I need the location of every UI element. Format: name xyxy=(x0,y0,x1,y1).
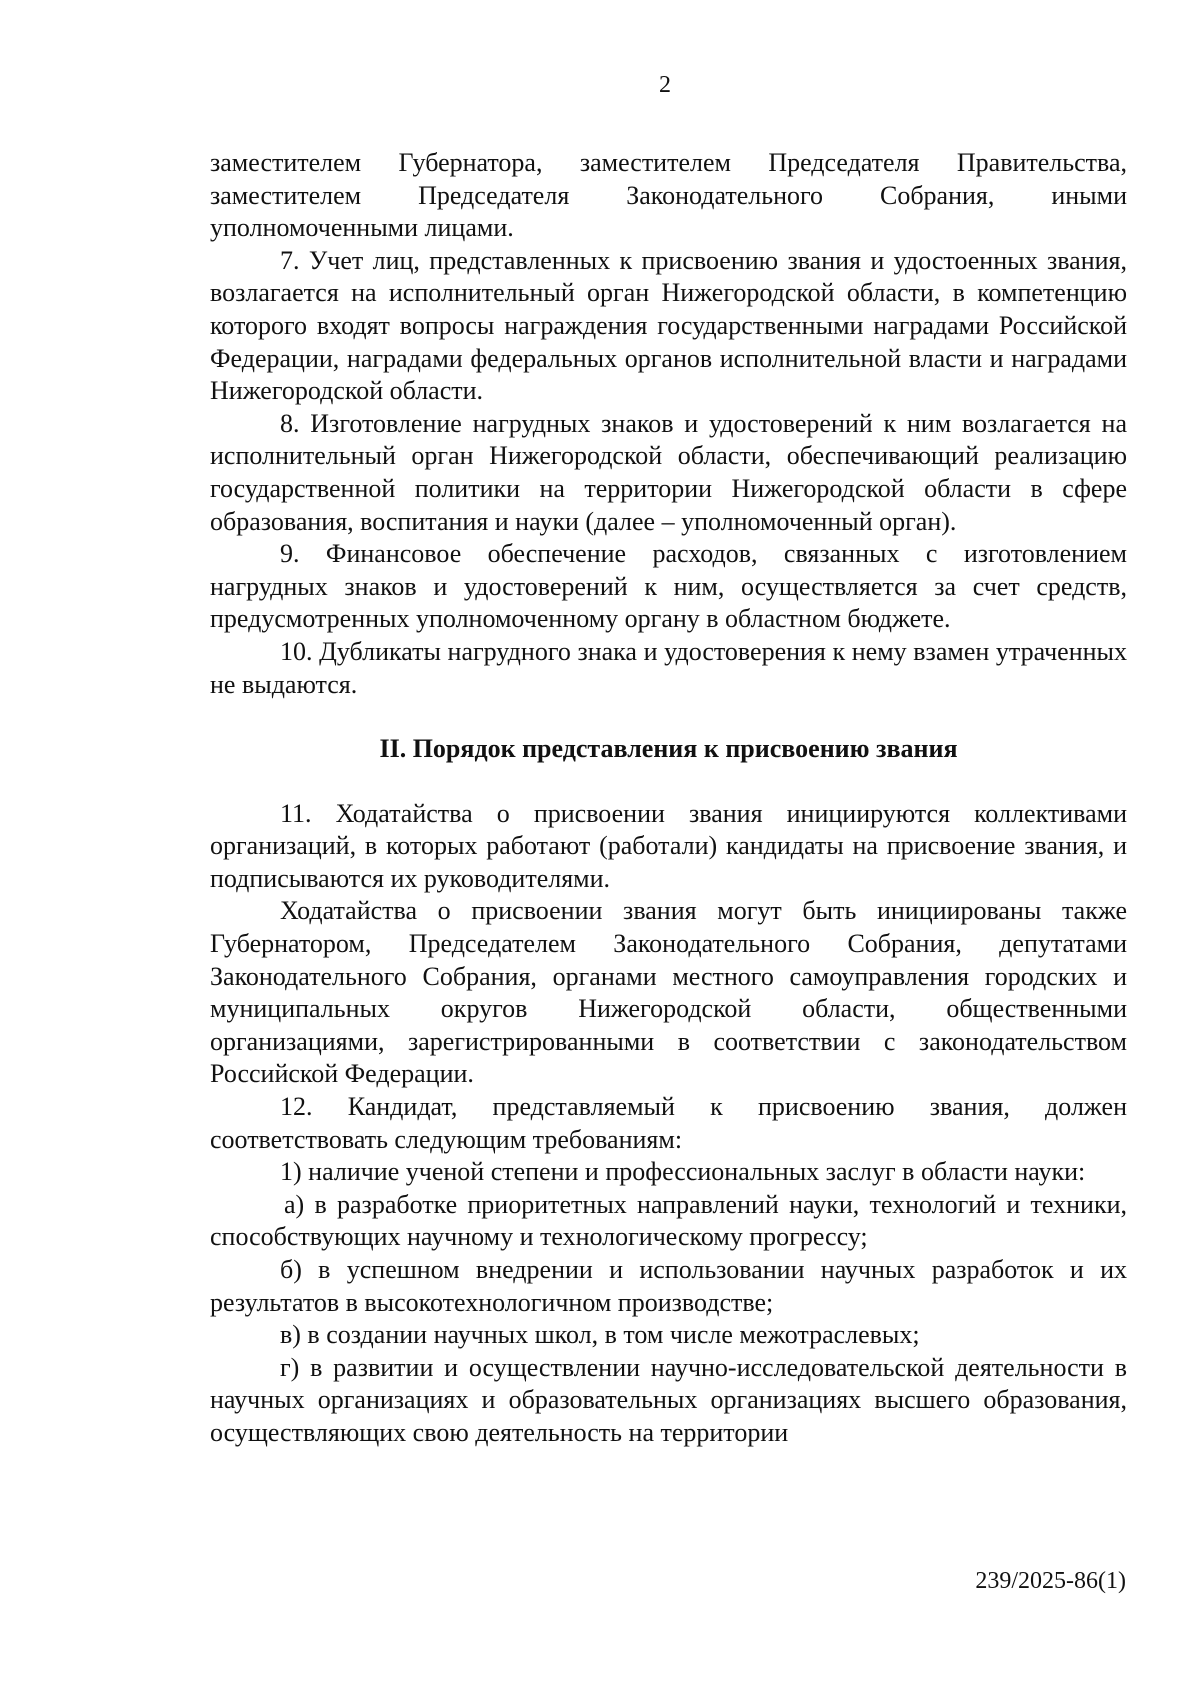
subitem-g: г) в развитии и осуществлении научно-исследовательской деятельности в научных организациях и образовательных организациях высшего образования, осуществляющих свою деятельность на территории xyxy=(210,1352,1127,1447)
subitem-v: в) в создании научных школ, в том числе межотраслевых; xyxy=(280,1320,920,1350)
page-number: 2 xyxy=(659,72,671,98)
paragraph-item-8: 8. Изготовление нагрудных знаков и удостоверений к ним возлагается на исполнительный орган Нижегородской области, обеспечивающий реализацию государственной политики на территории Нижегородской области в сфере образования, воспитания и науки (далее – уполномоченный орган). xyxy=(210,408,1127,536)
paragraph-item-10: 10. Дубликаты нагрудного знака и удостоверения к нему взамен утраченных не выдаются. xyxy=(210,636,1127,699)
paragraph-item-11: 11. Ходатайства о присвоении звания инициируются коллективами организаций, в которых работают (работали) кандидаты на присвоение звания, и подписываются их руководителями. xyxy=(210,798,1127,893)
paragraph-item-12: 12. Кандидат, представляемый к присвоению звания, должен соответствовать следующим требованиям: xyxy=(210,1092,1127,1154)
document-body xyxy=(210,147,1127,1450)
subitem-a: а) в разработке приоритетных направлений науки, технологий и техники, способствующих научному и технологическому прогрессу; xyxy=(210,1189,1127,1252)
document-registration-code: 239/2025-86(1) xyxy=(975,1568,1126,1594)
section-heading: II. Порядок представления к присвоению звания xyxy=(379,734,958,764)
paragraph-item-7: 7. Учет лиц, представленных к присвоению звания и удостоенных звания, возлагается на исполнительный орган Нижегородской области, в компетенцию которого входят вопросы награждения государственными наградами Российской Федерации, наградами федеральных органов исполнительной власти и наградами Нижегородской области. xyxy=(210,245,1127,406)
subitem-1: 1) наличие ученой степени и профессиональных заслуг в области науки: xyxy=(280,1157,1086,1187)
paragraph-continuation: заместителем Губернатора, заместителем Председателя Правительства, заместителем Председателя Законодательного Собрания, иными уполномоченными лицами. xyxy=(210,148,1127,243)
paragraph-initiators: Ходатайства о присвоении звания могут быть инициированы также Губернатором, Председателем Законодательного Собрания, депутатами Законодательного Собрания, органами местного самоуправления городских и муниципальных округов Нижегородской области, общественными организациями, зарегистрированными в соответствии с законодательством Российской Федерации. xyxy=(210,896,1127,1089)
paragraph-item-9: 9. Финансовое обеспечение расходов, связанных с изготовлением нагрудных знаков и удостоверений к ним, осуществляется за счет средств, предусмотренных уполномоченному органу в областном бюджете. xyxy=(210,539,1127,634)
subitem-b: б) в успешном внедрении и использовании научных разработок и их результатов в высокотехнологичном производстве; xyxy=(210,1255,1127,1317)
